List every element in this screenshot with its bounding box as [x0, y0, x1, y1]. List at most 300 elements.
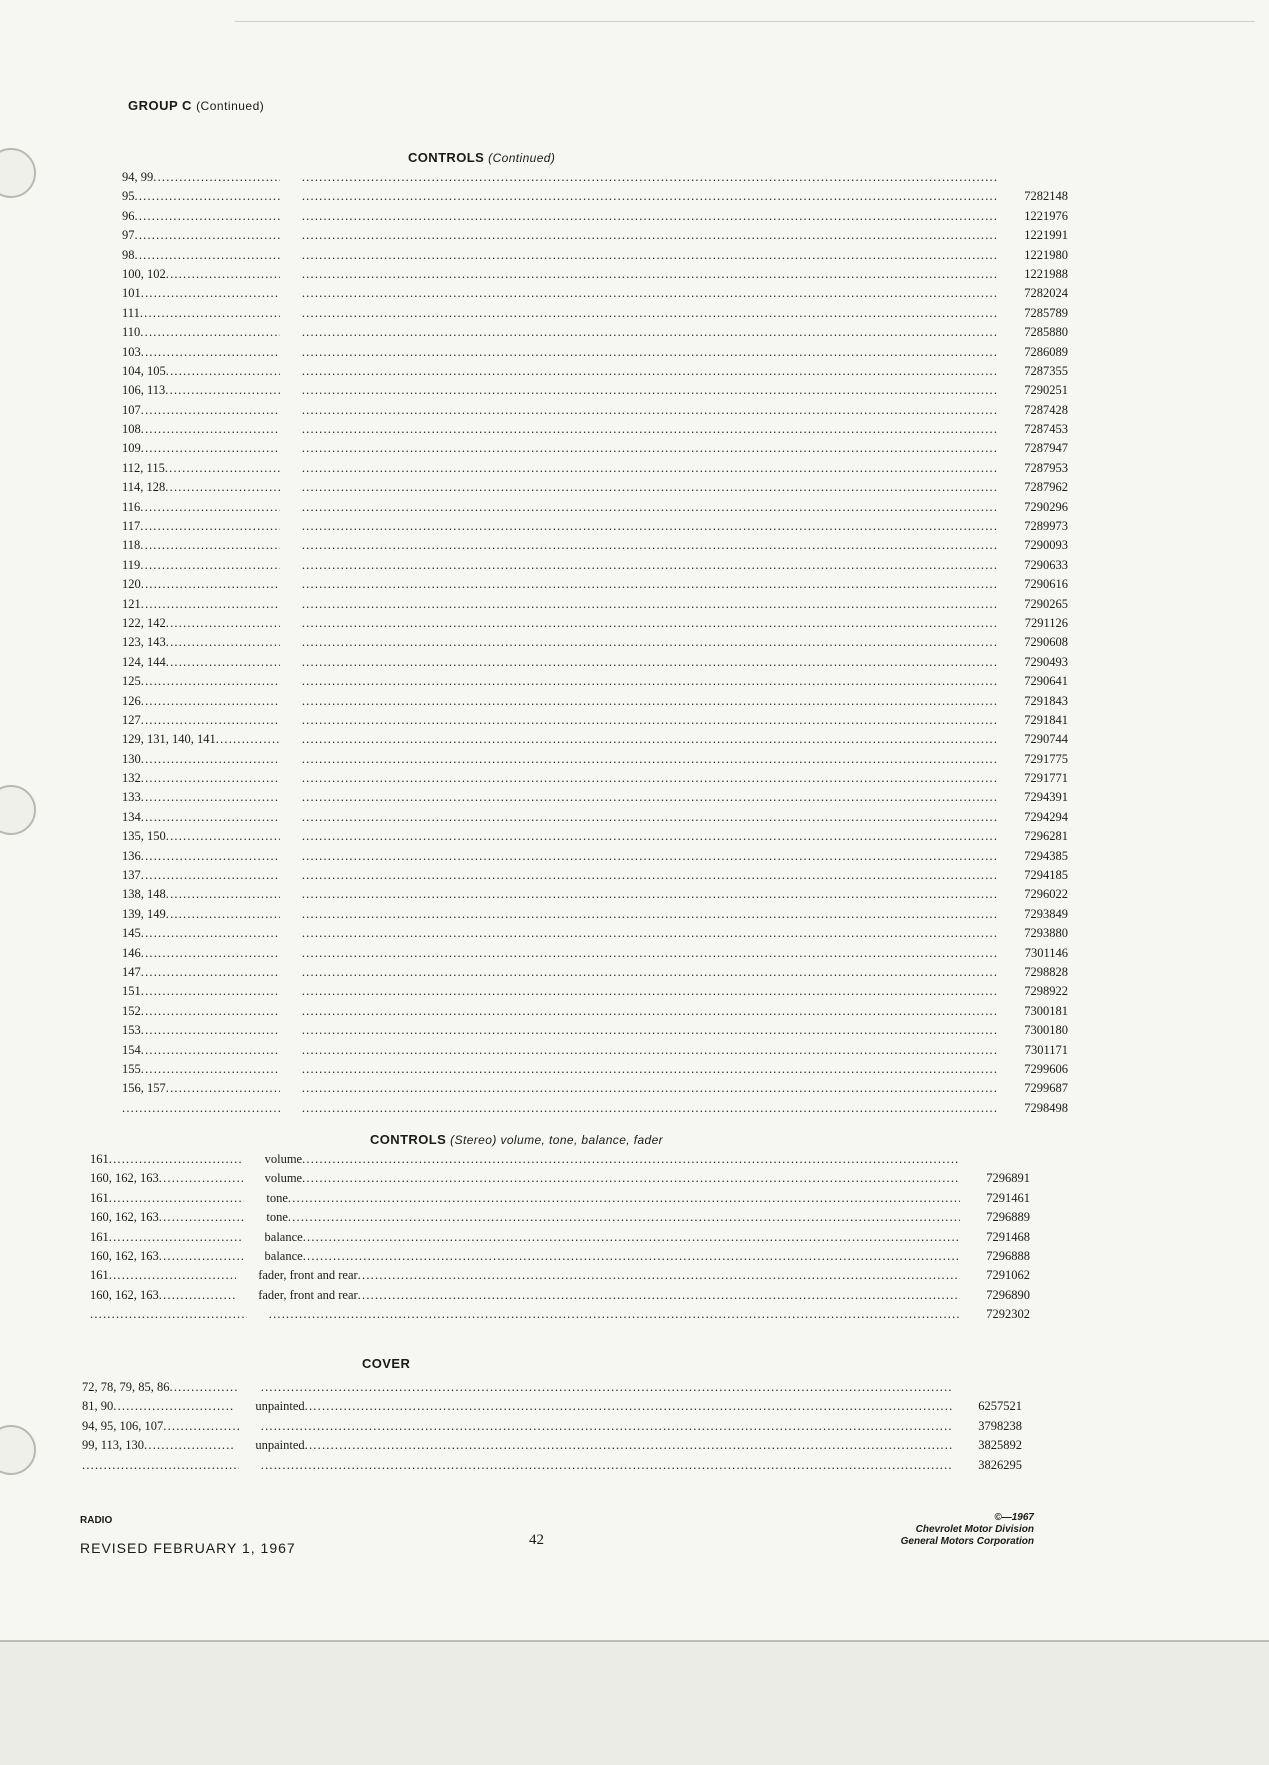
dot-leader: [302, 498, 998, 517]
figure-reference: [122, 633, 280, 652]
dot-leader: [302, 343, 998, 362]
figure-number: 138, 148: [122, 887, 166, 902]
dot-leader: [302, 808, 998, 827]
dot-leader: [305, 1397, 952, 1416]
table-row: [122, 885, 1068, 904]
group-title: [128, 98, 264, 113]
figure-reference: [122, 866, 280, 885]
section-subtitle: (Stereo) volume, tone, balance, fader: [450, 1133, 664, 1147]
figure-reference: [90, 1286, 236, 1305]
description-text: volume: [264, 1151, 303, 1166]
table-row: [122, 847, 1068, 866]
figure-reference: [122, 982, 280, 1001]
figure-reference: [82, 1417, 239, 1436]
table-row: [122, 187, 1068, 206]
description: [302, 556, 998, 575]
description: [261, 1456, 952, 1475]
part-number: 7290251: [1024, 383, 1068, 398]
figure-reference: [122, 963, 280, 982]
table-row: [122, 1002, 1068, 1021]
table-row: [122, 439, 1068, 458]
description: [302, 769, 998, 788]
figure-reference: [90, 1305, 247, 1324]
dot-leader: [302, 168, 998, 187]
dot-leader: [166, 1079, 280, 1098]
table-row: [122, 827, 1068, 846]
part-number: 7294385: [1024, 848, 1068, 863]
table-row: [90, 1150, 1030, 1169]
table-row: [122, 459, 1068, 478]
part-number: 7291468: [986, 1229, 1030, 1244]
group-title-text: GROUP C: [128, 98, 192, 113]
figure-reference: [122, 265, 280, 284]
figure-reference: [122, 750, 280, 769]
figure-reference: [122, 653, 280, 672]
figure-number: 133: [122, 790, 141, 805]
figure-reference: [122, 168, 280, 187]
figure-number: 154: [122, 1042, 141, 1057]
part-number: 7299606: [1024, 1061, 1068, 1076]
figure-number: 117: [122, 519, 141, 534]
part-number: 7289973: [1024, 519, 1068, 534]
dot-leader: [305, 1436, 952, 1455]
table-row: [122, 1099, 1068, 1118]
section-title-controls-continued: [408, 150, 555, 165]
dot-leader: [302, 459, 998, 478]
dot-leader: [141, 439, 280, 458]
dot-leader: [302, 847, 998, 866]
figure-reference: [122, 478, 280, 497]
description: [255, 1436, 952, 1455]
dot-leader: [141, 866, 280, 885]
dot-leader: [141, 1041, 280, 1060]
part-number: 7290093: [1024, 538, 1068, 553]
description: [302, 672, 998, 691]
figure-number: 94, 95, 106, 107: [82, 1418, 164, 1433]
footer-right: [901, 1512, 1034, 1548]
figure-reference: [122, 226, 280, 245]
dot-leader: [302, 304, 998, 323]
figure-number: 160, 162, 163: [90, 1287, 159, 1302]
figure-reference: [122, 187, 280, 206]
part-number: 7287428: [1024, 402, 1068, 417]
dot-leader: [302, 885, 998, 904]
dot-leader: [269, 1305, 960, 1324]
scan-background: [0, 1642, 1269, 1765]
dot-leader: [216, 730, 280, 749]
parts-list-cover: [82, 1378, 1022, 1475]
table-row: [122, 381, 1068, 400]
figure-number: 129, 131, 140, 141: [122, 732, 216, 747]
table-row: [90, 1247, 1030, 1266]
figure-number: 97: [122, 228, 135, 243]
description: [302, 788, 998, 807]
dot-leader: [165, 459, 280, 478]
part-number: 7294185: [1024, 868, 1068, 883]
dot-leader: [159, 1208, 245, 1227]
description: [302, 381, 998, 400]
dot-leader: [141, 692, 280, 711]
dot-leader: [302, 982, 998, 1001]
dot-leader: [261, 1456, 952, 1475]
figure-reference: [122, 304, 280, 323]
part-number: 7296022: [1024, 887, 1068, 902]
table-row: [82, 1417, 1022, 1436]
figure-number: 109: [122, 441, 141, 456]
part-number: 7298922: [1024, 984, 1068, 999]
dot-leader: [141, 672, 280, 691]
figure-number: 124, 144: [122, 654, 166, 669]
dot-leader: [140, 536, 280, 555]
description: [302, 711, 998, 730]
dot-leader: [141, 1060, 280, 1079]
table-row: [122, 401, 1068, 420]
dot-leader: [141, 769, 280, 788]
part-number: 7294294: [1024, 809, 1068, 824]
table-row: [82, 1436, 1022, 1455]
dot-leader: [302, 1169, 960, 1188]
part-number: 7296889: [986, 1210, 1030, 1225]
dot-leader: [165, 478, 280, 497]
figure-reference: [122, 614, 280, 633]
dot-leader: [302, 401, 998, 420]
dot-leader: [140, 556, 280, 575]
figure-reference: [122, 420, 280, 439]
footer-left: [80, 1515, 296, 1556]
figure-number: 125: [122, 674, 141, 689]
description: [302, 750, 998, 769]
dot-leader: [302, 536, 998, 555]
description: [302, 1021, 998, 1040]
page-number: 42: [529, 1532, 544, 1548]
binder-hole: [0, 1425, 36, 1475]
table-row: [90, 1189, 1030, 1208]
figure-number: 99, 113, 130: [82, 1438, 145, 1453]
figure-number: 111: [122, 305, 140, 320]
part-number: 3826295: [978, 1457, 1022, 1472]
table-row: [122, 944, 1068, 963]
dot-leader: [90, 1305, 247, 1324]
part-number: 7291775: [1024, 751, 1068, 766]
description: [302, 944, 998, 963]
table-row: [122, 750, 1068, 769]
dot-leader: [302, 614, 998, 633]
dot-leader: [358, 1266, 960, 1285]
part-number: 7296888: [986, 1248, 1030, 1263]
description: [302, 1002, 998, 1021]
figure-reference: [122, 343, 280, 362]
figure-number: 110: [122, 325, 141, 340]
figure-number: 146: [122, 945, 141, 960]
dot-leader: [113, 1397, 233, 1416]
description: [302, 246, 998, 265]
dot-leader: [302, 420, 998, 439]
dot-leader: [302, 963, 998, 982]
dot-leader: [159, 1286, 236, 1305]
figure-number: 137: [122, 868, 141, 883]
dot-leader: [141, 750, 280, 769]
part-number: 7293880: [1024, 926, 1068, 941]
dot-leader: [141, 847, 280, 866]
binder-hole: [0, 148, 36, 198]
dot-leader: [141, 1002, 280, 1021]
part-number: 7296891: [986, 1171, 1030, 1186]
figure-reference: [122, 1099, 280, 1118]
part-number: 7290744: [1024, 732, 1068, 747]
description: [302, 439, 998, 458]
section-subtitle: (Continued): [488, 151, 556, 165]
part-number: 1221988: [1024, 266, 1068, 281]
table-row: [122, 575, 1068, 594]
dot-leader: [302, 750, 998, 769]
table-row: [122, 323, 1068, 342]
section-title-text: CONTROLS: [408, 150, 485, 165]
description: [302, 498, 998, 517]
part-number: 7291062: [986, 1268, 1030, 1283]
dot-leader: [302, 1021, 998, 1040]
part-number: 7291843: [1024, 693, 1068, 708]
part-number: 7294391: [1024, 790, 1068, 805]
figure-number: 127: [122, 712, 141, 727]
description: [302, 595, 998, 614]
figure-reference: [90, 1208, 244, 1227]
description: [302, 633, 998, 652]
figure-number: 135, 150: [122, 829, 166, 844]
figure-reference: [90, 1247, 243, 1266]
dot-leader: [166, 265, 280, 284]
figure-number: 101: [122, 286, 141, 301]
dot-leader: [141, 401, 280, 420]
description: [302, 866, 998, 885]
table-row: [122, 982, 1068, 1001]
table-row: [122, 614, 1068, 633]
parts-list-controls-stereo: [90, 1150, 1030, 1325]
figure-number: 153: [122, 1023, 141, 1038]
table-row: [122, 866, 1068, 885]
dot-leader: [302, 478, 998, 497]
figure-reference: [122, 498, 280, 517]
dot-leader: [140, 323, 280, 342]
figure-reference: [122, 323, 280, 342]
figure-reference: [122, 808, 280, 827]
figure-number: 152: [122, 1003, 141, 1018]
dot-leader: [302, 1060, 998, 1079]
dot-leader: [141, 1021, 280, 1040]
dot-leader: [122, 1099, 280, 1118]
figure-number: 123, 143: [122, 635, 166, 650]
table-row: [122, 362, 1068, 381]
group-title-suffix: (Continued): [196, 99, 265, 113]
dot-leader: [166, 905, 280, 924]
description: [261, 1378, 952, 1397]
publisher-corporation: General Motors Corporation: [900, 1536, 1034, 1547]
dot-leader: [302, 362, 998, 381]
description: [302, 420, 998, 439]
figure-number: 116: [122, 499, 141, 514]
figure-reference: [122, 595, 280, 614]
dot-leader: [82, 1456, 239, 1475]
figure-number: 114, 128: [122, 480, 166, 495]
description: [302, 207, 998, 226]
figure-reference: [90, 1266, 236, 1285]
table-row: [122, 207, 1068, 226]
description: [302, 1079, 998, 1098]
table-row: [122, 730, 1068, 749]
part-number: 7301171: [1024, 1042, 1068, 1057]
figure-reference: [90, 1228, 243, 1247]
table-row: [122, 672, 1068, 691]
description: [261, 1417, 952, 1436]
description-text: balance: [264, 1229, 303, 1244]
part-number: 7296281: [1024, 829, 1068, 844]
section-title-text: COVER: [362, 1356, 411, 1371]
dot-leader: [140, 304, 280, 323]
dot-leader: [141, 595, 280, 614]
description: [302, 575, 998, 594]
description: [265, 1247, 960, 1266]
figure-reference: [122, 1060, 280, 1079]
figure-reference: [90, 1189, 244, 1208]
dot-leader: [302, 381, 998, 400]
dot-leader: [302, 207, 998, 226]
figure-reference: [90, 1169, 243, 1188]
part-number: 7290608: [1024, 635, 1068, 650]
part-number: 7290641: [1024, 674, 1068, 689]
figure-number: 155: [122, 1061, 141, 1076]
description: [302, 168, 998, 187]
table-row: [122, 769, 1068, 788]
description-text: unpainted: [255, 1438, 305, 1453]
dot-leader: [288, 1208, 960, 1227]
dot-leader: [302, 246, 998, 265]
description: [302, 478, 998, 497]
dot-leader: [302, 711, 998, 730]
figure-number: 145: [122, 926, 141, 941]
figure-number: 112, 115: [122, 460, 165, 475]
figure-reference: [82, 1436, 233, 1455]
figure-number: 98: [122, 247, 135, 262]
table-row: [122, 284, 1068, 303]
description: [302, 362, 998, 381]
part-number: 6257521: [978, 1399, 1022, 1414]
dot-leader: [141, 420, 280, 439]
figure-number: 107: [122, 402, 141, 417]
dot-leader: [302, 575, 998, 594]
figure-reference: [122, 1002, 280, 1021]
dot-leader: [302, 1041, 998, 1060]
description-text: tone: [266, 1190, 288, 1205]
part-number: 7285789: [1024, 305, 1068, 320]
figure-reference: [122, 944, 280, 963]
part-number: 1221991: [1024, 228, 1068, 243]
figure-number: 121: [122, 596, 141, 611]
description: [302, 536, 998, 555]
table-row: [82, 1397, 1022, 1416]
table-row: [122, 633, 1068, 652]
part-number: 7282148: [1024, 189, 1068, 204]
figure-number: 139, 149: [122, 906, 166, 921]
figure-number: 160, 162, 163: [90, 1210, 159, 1225]
dot-leader: [166, 827, 280, 846]
figure-number: 130: [122, 751, 141, 766]
figure-number: 161: [90, 1268, 109, 1283]
dot-leader: [170, 1378, 239, 1397]
description-text: volume: [264, 1171, 303, 1186]
description: [269, 1305, 960, 1324]
dot-leader: [166, 653, 280, 672]
figure-number: 94, 99: [122, 169, 154, 184]
description: [302, 982, 998, 1001]
description: [302, 1099, 998, 1118]
part-number: 3825892: [978, 1438, 1022, 1453]
part-number: 7292302: [986, 1307, 1030, 1322]
figure-number: 160, 162, 163: [90, 1248, 159, 1263]
part-number: 3798238: [978, 1418, 1022, 1433]
parts-list-controls: [122, 168, 1068, 1118]
figure-number: 100, 102: [122, 266, 166, 281]
dot-leader: [302, 692, 998, 711]
copyright: ©—1967: [994, 1512, 1034, 1523]
description: [302, 692, 998, 711]
dot-leader: [109, 1228, 243, 1247]
description: [255, 1397, 952, 1416]
dot-leader: [141, 711, 280, 730]
figure-reference: [122, 1079, 280, 1098]
figure-number: 134: [122, 809, 141, 824]
dot-leader: [302, 323, 998, 342]
figure-number: 161: [90, 1229, 109, 1244]
dot-leader: [159, 1169, 243, 1188]
dot-leader: [109, 1266, 236, 1285]
dot-leader: [302, 653, 998, 672]
table-row: [122, 265, 1068, 284]
figure-reference: [122, 517, 280, 536]
dot-leader: [302, 672, 998, 691]
description: [302, 847, 998, 866]
figure-reference: [122, 1041, 280, 1060]
figure-reference: [122, 556, 280, 575]
dot-leader: [144, 1436, 233, 1455]
dot-leader: [163, 1417, 239, 1436]
dot-leader: [302, 1099, 998, 1118]
dot-leader: [109, 1189, 245, 1208]
dot-leader: [141, 575, 280, 594]
part-number: 7282024: [1024, 286, 1068, 301]
description: [302, 284, 998, 303]
figure-number: 156, 157: [122, 1081, 166, 1096]
description: [265, 1169, 960, 1188]
description: [302, 226, 998, 245]
revision-date: REVISED FEBRUARY 1, 1967: [80, 1540, 296, 1556]
publisher-division: Chevrolet Motor Division: [915, 1524, 1034, 1535]
figure-number: 118: [122, 538, 141, 553]
figure-number: 161: [90, 1190, 109, 1205]
figure-reference: [122, 847, 280, 866]
figure-reference: [122, 362, 280, 381]
description: [258, 1266, 960, 1285]
dot-leader: [135, 207, 280, 226]
description: [302, 614, 998, 633]
figure-number: 132: [122, 771, 141, 786]
table-row: [122, 536, 1068, 555]
figure-reference: [122, 1021, 280, 1040]
figure-reference: [82, 1456, 239, 1475]
figure-number: 120: [122, 577, 141, 592]
dot-leader: [302, 1079, 998, 1098]
dot-leader: [135, 246, 280, 265]
description: [302, 517, 998, 536]
figure-number: 72, 78, 79, 85, 86: [82, 1379, 170, 1394]
